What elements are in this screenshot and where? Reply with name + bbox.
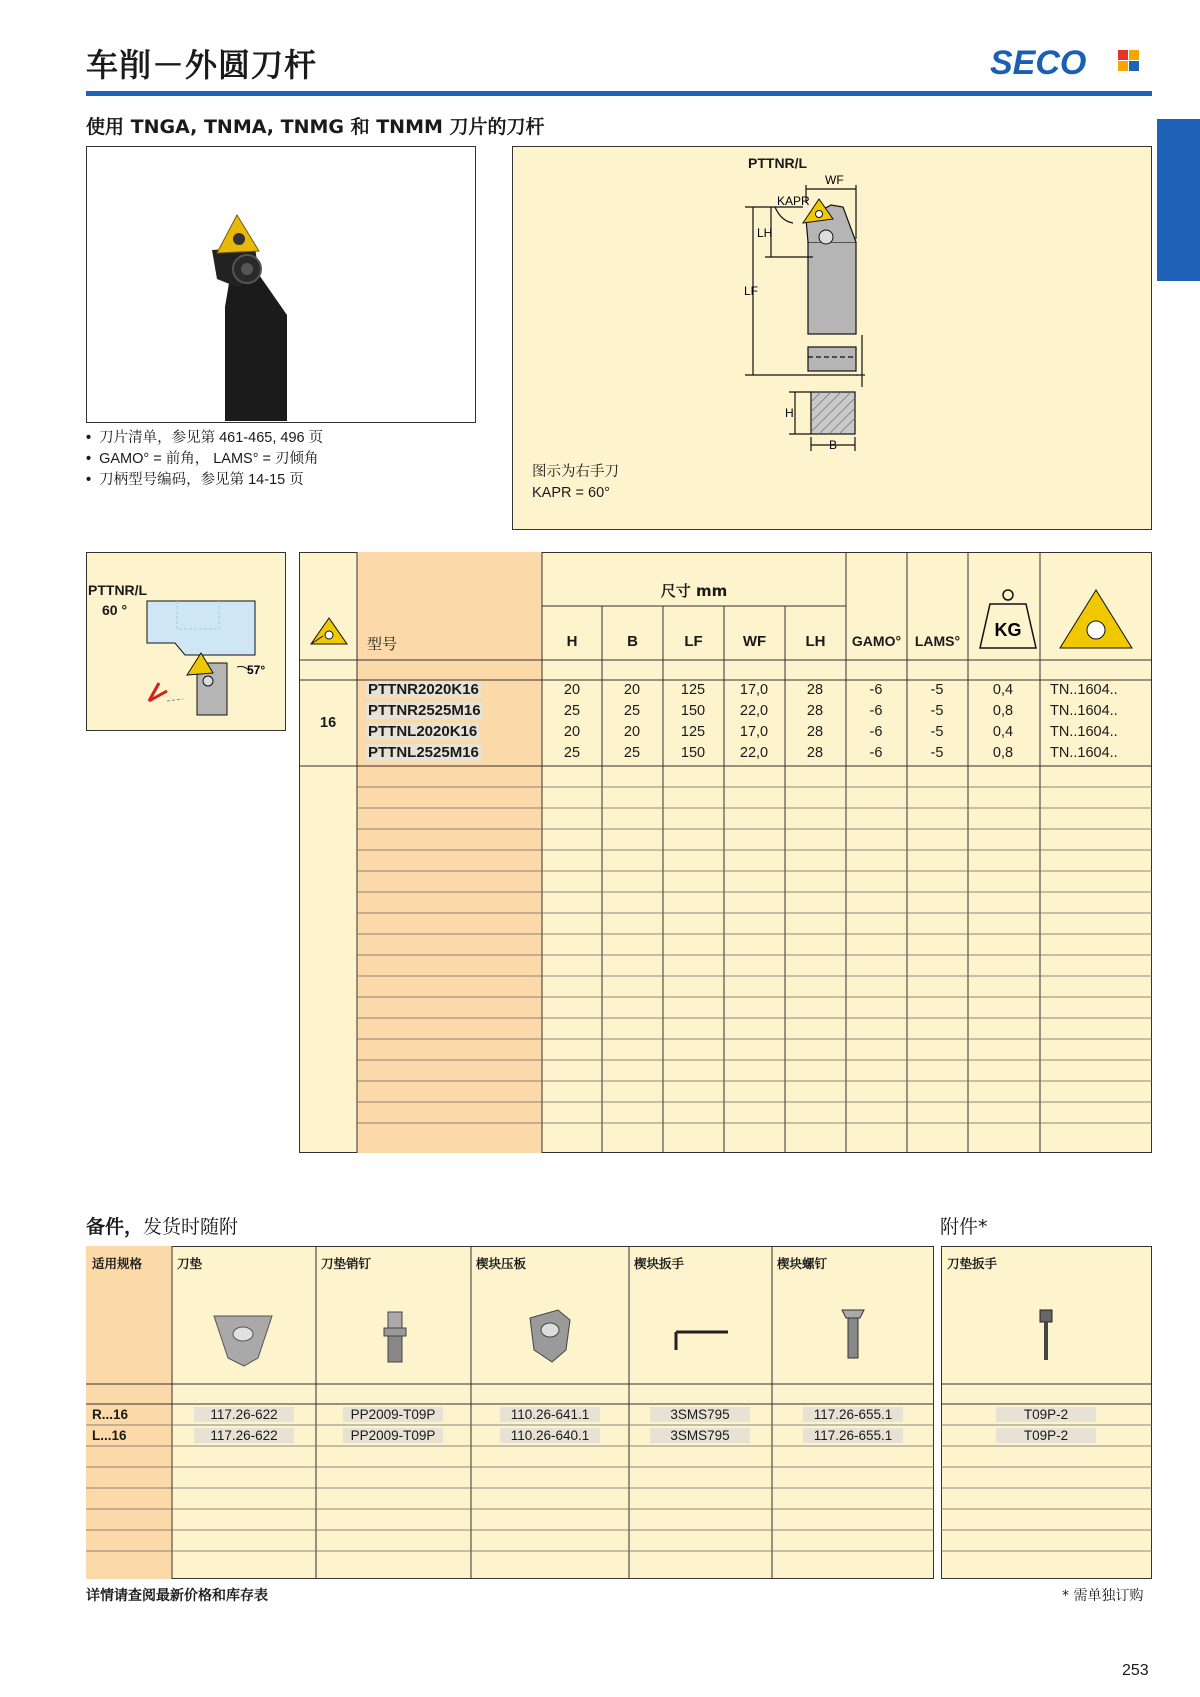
accessories-title (86, 1212, 238, 1239)
shim-key-icon (1034, 1306, 1058, 1366)
cell-b: 20 (623, 724, 641, 740)
cell-insert: TN..1604.. (1050, 724, 1118, 740)
label-h: H (785, 406, 794, 420)
acc-header-shim: 刀垫 (177, 1256, 203, 1271)
cell-lf: 125 (680, 682, 706, 698)
cell-wf: 22,0 (739, 745, 769, 761)
insert-shape-icon (307, 614, 351, 650)
cell-b: 20 (623, 682, 641, 698)
acc-header-shim-key: 刀垫扳手 (947, 1256, 998, 1271)
cell-kg: 0,8 (992, 703, 1014, 719)
label-kapr: KAPR (777, 194, 810, 208)
header-rule (86, 91, 1152, 96)
cell-gamo: -6 (869, 724, 883, 740)
label-b: B (829, 438, 838, 452)
weight-label: KG (994, 620, 1022, 640)
cell-lams: -5 (930, 724, 944, 740)
acc-wedge-key-value: 3SMS795 (650, 1428, 750, 1443)
shim-icon (208, 1308, 278, 1368)
note-item: • 刀片清单，参见第 461-465, 496 页 (86, 428, 323, 449)
acc-header-wedge-key: 楔块扳手 (634, 1256, 685, 1271)
cell-lams: -5 (930, 682, 944, 698)
cell-h: 25 (563, 745, 581, 761)
model-code: PTTNR2525M16 (368, 702, 481, 719)
col-wf: WF (742, 633, 767, 650)
wedge-screw-icon (838, 1306, 868, 1366)
acc-header-wedge-clamp: 楔块压板 (476, 1256, 527, 1271)
section-subtitle: 使用 TNGA, TNMA, TNMG 和 TNMM 刀片的刀杆 (86, 116, 545, 138)
acc-header-shim-pin: 刀垫销钉 (321, 1256, 372, 1271)
logo-text: SECO (990, 44, 1087, 80)
cell-wf: 17,0 (739, 682, 769, 698)
approach-diagram (86, 552, 286, 731)
cell-b: 25 (623, 703, 641, 719)
acc-header-size: 适用规格 (92, 1256, 143, 1271)
cell-h: 25 (563, 703, 581, 719)
toolholder-image (87, 147, 474, 421)
acc-shim-pin-value: PP2009-T09P (343, 1428, 443, 1443)
cell-kg: 0,8 (992, 745, 1014, 761)
label-wf: WF (825, 173, 844, 187)
seco-logo-graphic (990, 44, 1150, 80)
cell-lh: 28 (806, 745, 824, 761)
acc-shim-value: 117.26-622 (194, 1407, 294, 1422)
cell-lh: 28 (806, 682, 824, 698)
cell-gamo: -6 (869, 745, 883, 761)
cell-lf: 150 (680, 745, 706, 761)
model-code: PTTNL2525M16 (368, 744, 479, 761)
page-number: 253 (1122, 1662, 1149, 1679)
footer-order-note: * 需单独订购 (1062, 1588, 1144, 1604)
model-code: PTTNL2020K16 (368, 723, 478, 740)
col-b: B (627, 633, 638, 650)
label-lh: LH (757, 226, 773, 240)
diagram-title: PTTNR/L (748, 155, 808, 171)
wedge-key-icon (672, 1326, 732, 1356)
cell-gamo: -6 (869, 703, 883, 719)
cell-kg: 0,4 (992, 682, 1014, 698)
acc-shim-key-value: T09P-2 (996, 1407, 1096, 1422)
diagram-note-hand: 图示为右手刀 (532, 464, 619, 480)
col-lams: LAMS° (914, 633, 961, 649)
insert-triangle-icon (1056, 586, 1136, 652)
acc-wedge-screw-value: 117.26-655.1 (803, 1407, 903, 1422)
col-gamo: GAMO° (851, 633, 902, 649)
weight-icon (976, 588, 1040, 654)
note-item: • GAMO° = 前角， LAMS° = 刃倾角 (86, 449, 323, 470)
model-code: PTTNR2020K16 (368, 681, 479, 698)
mini-title-name: PTTNR/L (88, 582, 148, 598)
cell-lams: -5 (930, 703, 944, 719)
mini-title (88, 580, 147, 620)
acc-shim-key-value: T09P-2 (996, 1428, 1096, 1443)
acc-wedge-key-value: 3SMS795 (650, 1407, 750, 1422)
acc-size-left: L...16 (92, 1428, 127, 1443)
cell-h: 20 (563, 724, 581, 740)
accessories-title-bold: 备件， (86, 1216, 144, 1238)
cell-lh: 28 (806, 703, 824, 719)
insert-size: 16 (320, 715, 337, 731)
accessories-title-rest: 发货时随附 (143, 1216, 239, 1238)
cell-insert: TN..1604.. (1050, 745, 1118, 761)
cell-lh: 28 (806, 724, 824, 740)
note-item: • 刀柄型号编码，参见第 14-15 页 (86, 470, 323, 491)
cell-insert: TN..1604.. (1050, 682, 1118, 698)
cell-lf: 150 (680, 703, 706, 719)
diagram-note-kapr: KAPR = 60° (532, 485, 610, 501)
acc-header-wedge-screw: 楔块螺钉 (777, 1256, 828, 1271)
cell-wf: 22,0 (739, 703, 769, 719)
acc-wedge-screw-value: 117.26-655.1 (803, 1428, 903, 1443)
cell-h: 20 (563, 682, 581, 698)
notes-list (86, 428, 323, 491)
seco-logo (990, 44, 1150, 80)
col-lf: LF (684, 633, 703, 650)
wedge-clamp-icon (522, 1306, 578, 1366)
model-header: 型号 (367, 635, 398, 653)
label-lf: LF (744, 284, 759, 298)
cell-wf: 17,0 (739, 724, 769, 740)
cell-b: 25 (623, 745, 641, 761)
cell-insert: TN..1604.. (1050, 703, 1118, 719)
acc-size-right: R...16 (92, 1407, 129, 1422)
mini-angle-57: 57° (247, 663, 266, 677)
cell-lams: -5 (930, 745, 944, 761)
footer-note: 详情请查阅最新价格和库存表 (86, 1588, 268, 1604)
acc-wedge-clamp-value: 110.26-641.1 (500, 1407, 600, 1422)
chapter-tab (1157, 119, 1200, 281)
optional-accessories-title: 附件* (940, 1216, 988, 1238)
dim-header: 尺寸 mm (660, 582, 728, 600)
acc-wedge-clamp-value: 110.26-640.1 (500, 1428, 600, 1443)
diagram-note (532, 462, 619, 504)
acc-shim-pin-value: PP2009-T09P (343, 1407, 443, 1422)
acc-shim-value: 117.26-622 (194, 1428, 294, 1443)
mini-title-angle: 60 ° (102, 602, 128, 618)
page-title: 车削－外圆刀杆 (86, 46, 318, 84)
col-h: H (566, 633, 578, 650)
shim-pin-icon (380, 1308, 410, 1368)
cell-kg: 0,4 (992, 724, 1014, 740)
col-lh: LH (805, 633, 826, 650)
cell-gamo: -6 (869, 682, 883, 698)
toolholder-photo (86, 146, 476, 423)
cell-lf: 125 (680, 724, 706, 740)
